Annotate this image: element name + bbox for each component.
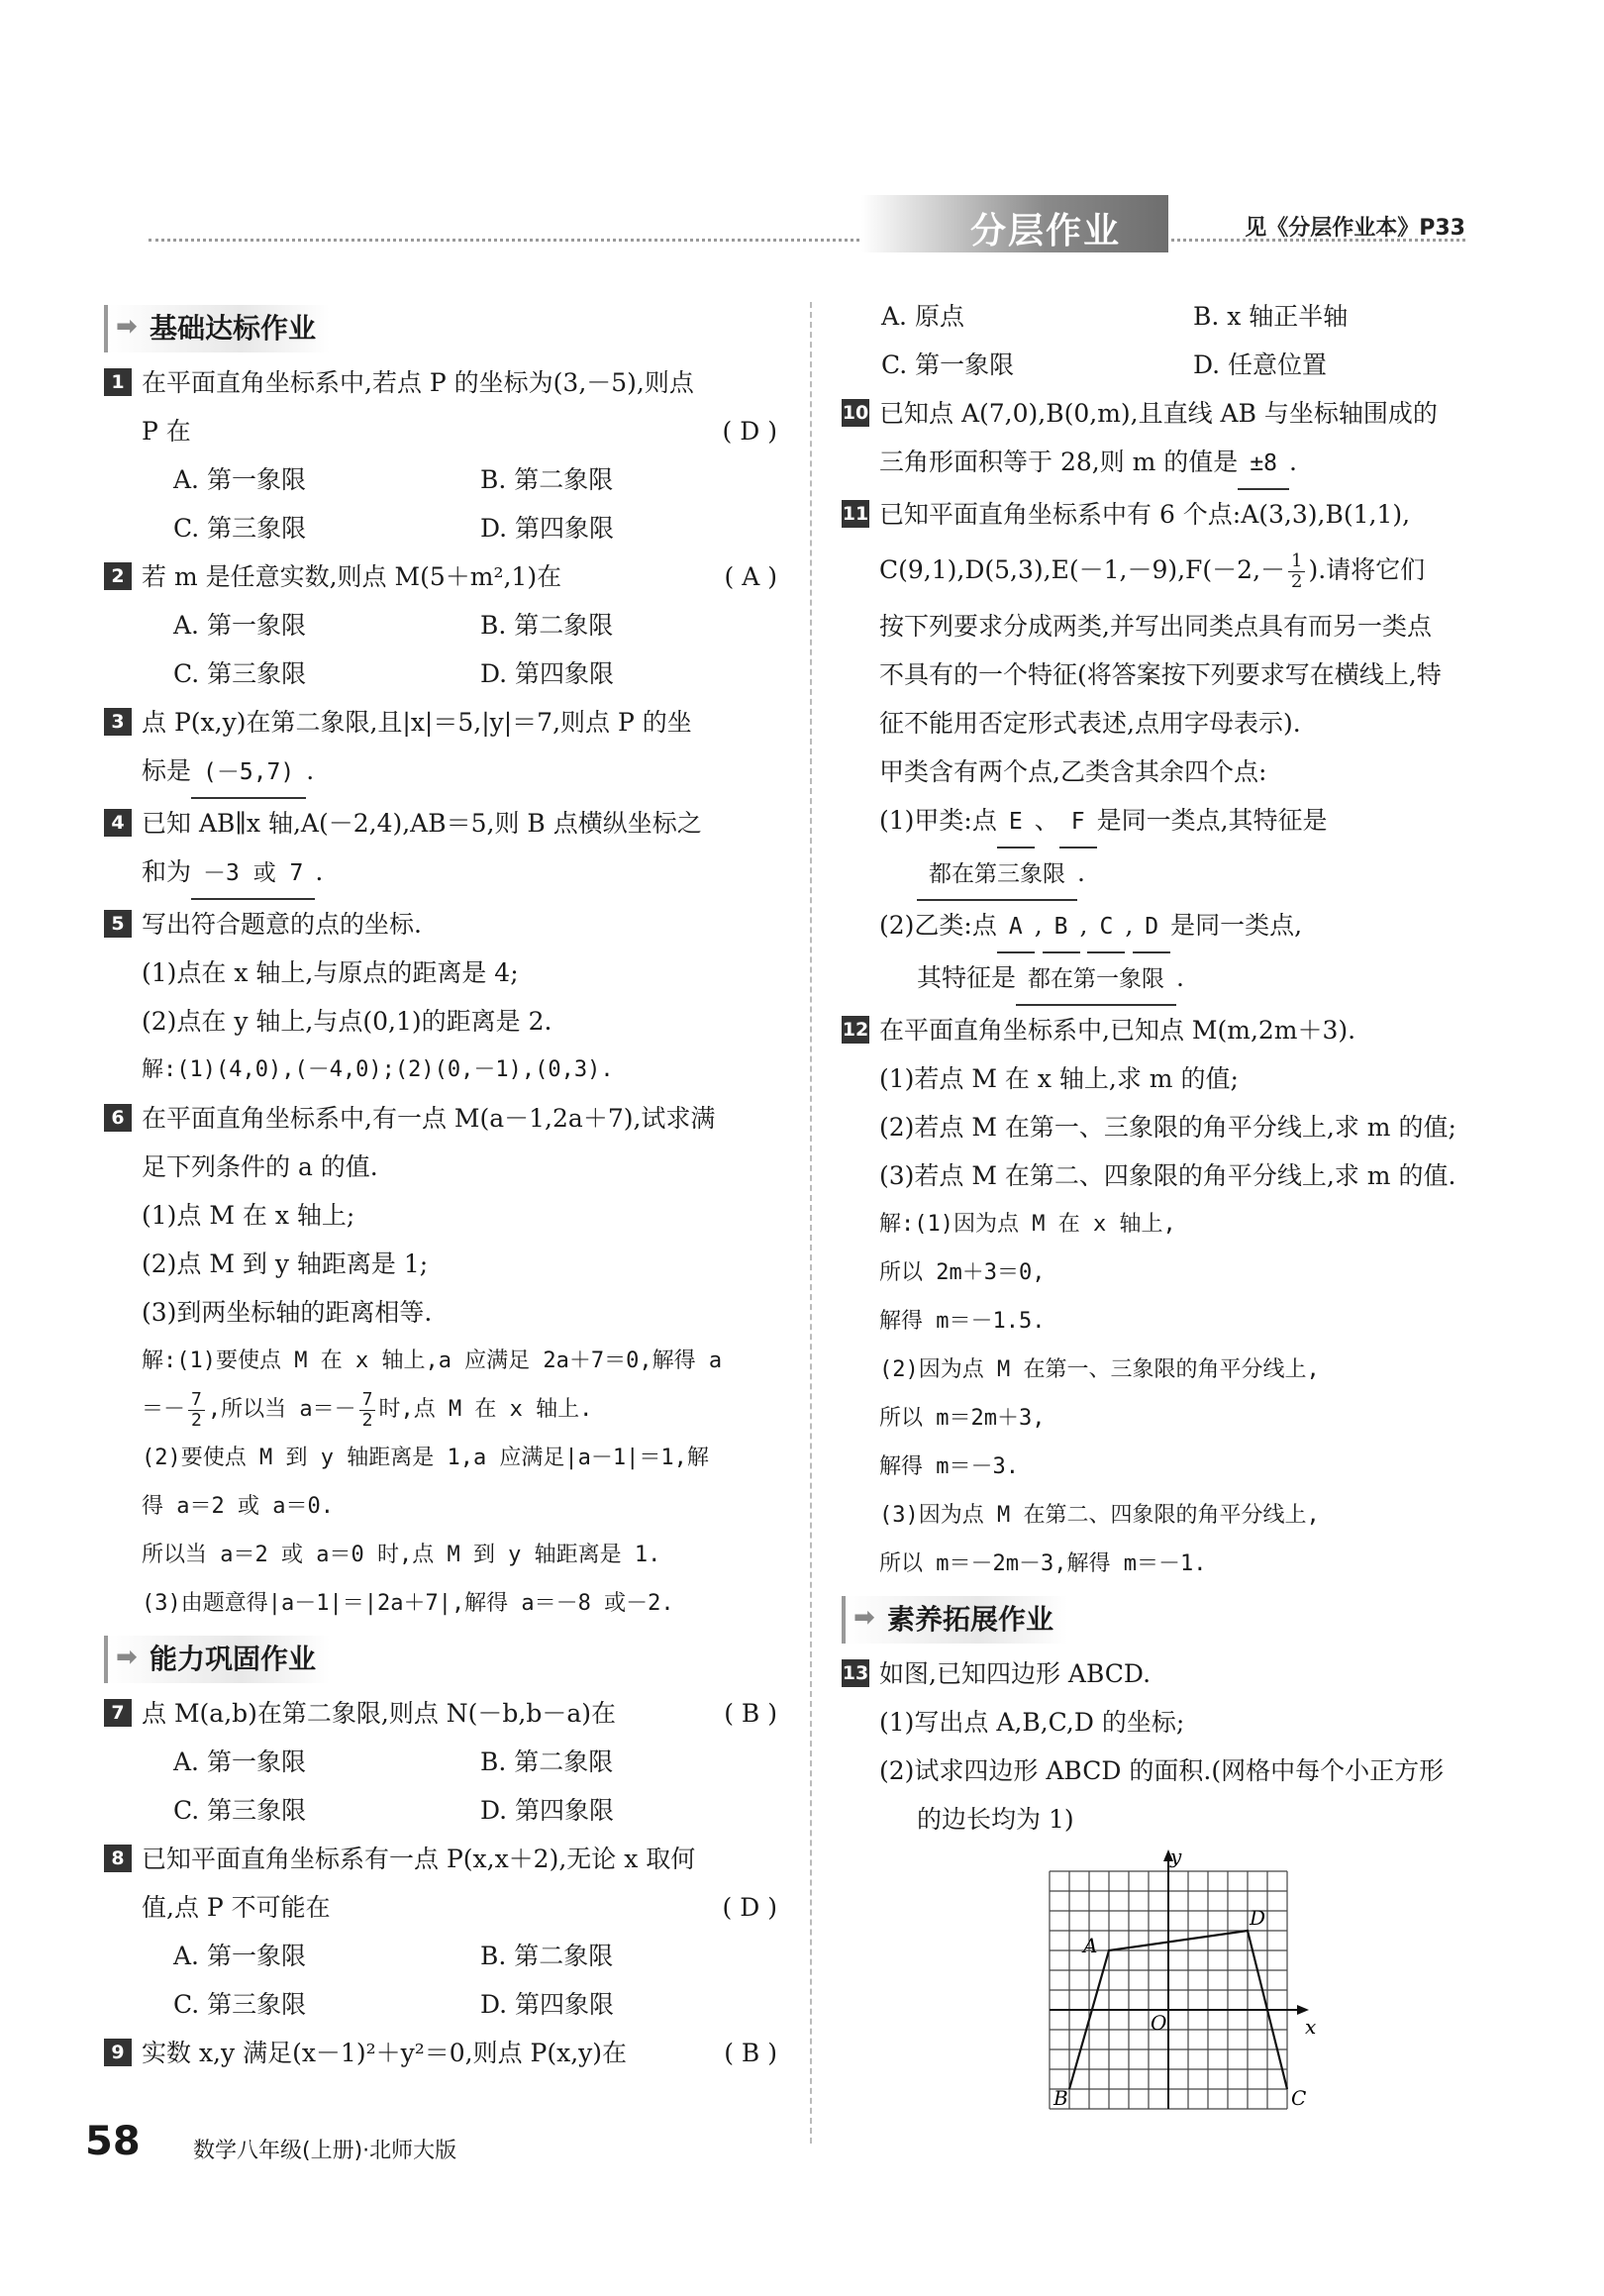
question-number: 3 xyxy=(104,708,132,736)
option: D. 第四象限 xyxy=(480,514,615,543)
origin-label: O xyxy=(1151,2011,1167,2035)
denominator: 2 xyxy=(1291,571,1303,592)
question-text: (3)到两坐标轴的距离相等. xyxy=(142,1298,433,1327)
answer-blank: E xyxy=(997,798,1035,849)
solution-text: 解得 m＝－3. xyxy=(879,1454,1019,1479)
answer: ( A ) xyxy=(724,562,777,591)
solution-text: 解:(1)因为点 M 在 x 轴上, xyxy=(879,1212,1176,1237)
answer: ( B ) xyxy=(724,1699,777,1728)
question-text: (1)点 M 在 x 轴上; xyxy=(142,1201,355,1230)
option: D. 第四象限 xyxy=(480,659,615,688)
question-text: (2)试求四边形 ABCD 的面积.(网格中每个小正方形 xyxy=(879,1756,1445,1785)
solution-text: (3)因为点 M 在第二、四象限的角平分线上, xyxy=(879,1503,1320,1528)
answer-blank: ±8 xyxy=(1238,440,1289,490)
question-text: 足下列条件的 a 的值. xyxy=(142,1152,378,1181)
answer: ( B ) xyxy=(724,2039,777,2067)
question-text: 点 M(a,b)在第二象限,则点 N(－b,b－a)在 xyxy=(142,1699,617,1728)
question-text: 若 m 是任意实数,则点 M(5＋m²,1)在 xyxy=(142,562,562,591)
axes xyxy=(1050,1855,1303,2109)
question-text: 值,点 P 不可能在 xyxy=(142,1893,331,1922)
question-9 xyxy=(104,2029,787,2077)
option: D. 任意位置 xyxy=(1193,350,1328,379)
question-number: 2 xyxy=(104,562,132,590)
section-extend xyxy=(842,1596,1067,1644)
question-text: (1)点在 x 轴上,与原点的距离是 4; xyxy=(142,958,519,987)
question-text-line xyxy=(879,539,1505,602)
option: B. 第二象限 xyxy=(480,465,614,494)
option: C. 第三象限 xyxy=(173,659,307,688)
option: A. 第一象限 xyxy=(173,1942,306,1970)
question-number: 9 xyxy=(104,2039,132,2066)
question-text: . xyxy=(306,756,315,785)
question-text: (1)写出点 A,B,C,D 的坐标; xyxy=(879,1708,1185,1737)
question-text: 在平面直角坐标系中,已知点 M(m,2m＋3). xyxy=(879,1016,1356,1045)
question-text: P 在 xyxy=(142,417,191,446)
option: A. 原点 xyxy=(881,302,964,331)
question-12 xyxy=(842,1006,1505,1588)
option: B. 第二象限 xyxy=(480,1747,614,1776)
question-2 xyxy=(104,552,787,601)
solution-text: 所以 2m＋3＝0, xyxy=(879,1260,1046,1285)
question-8 xyxy=(104,1835,787,1932)
options-q2 xyxy=(104,601,787,698)
question-text: 已知点 A(7,0),B(0,m),且直线 AB 与坐标轴围成的 xyxy=(879,399,1438,428)
question-text: 已知 AB∥x 轴,A(－2,4),AB＝5,则 B 点横纵坐标之 xyxy=(142,809,702,838)
question-text: 其特征是 xyxy=(917,963,1017,992)
part-2-line: (2)乙类:点 A , B , C , D 是同一类点, xyxy=(879,901,1505,953)
question-text-line xyxy=(142,1883,787,1932)
question-number: 1 xyxy=(104,368,132,396)
point-b-label: B xyxy=(1053,2086,1068,2110)
column-divider xyxy=(810,302,812,2144)
part-1-feature: 都在第三象限 . xyxy=(879,849,1505,901)
numerator: 1 xyxy=(1288,551,1305,572)
solution-text: 时,点 M 在 x 轴上. xyxy=(378,1397,593,1422)
arrow-icon: ➡ xyxy=(116,1643,138,1672)
question-number: 5 xyxy=(104,910,132,938)
options-q8 xyxy=(104,1932,787,2029)
question-4 xyxy=(104,799,787,900)
x-axis-label: x xyxy=(1305,2015,1317,2039)
options-q9 xyxy=(842,292,1505,389)
solution-text: 得 a＝2 或 a＝0. xyxy=(142,1494,334,1519)
question-text: (3)若点 M 在第二、四象限的角平分线上,求 m 的值. xyxy=(879,1161,1456,1190)
option: D. 第四象限 xyxy=(480,1796,615,1825)
answer-blank: C xyxy=(1087,903,1125,953)
option: C. 第一象限 xyxy=(881,350,1015,379)
question-text: 三角形面积等于 28,则 m 的值是 xyxy=(879,448,1239,476)
grid-svg xyxy=(1040,1842,1337,2129)
fraction xyxy=(1288,551,1305,592)
question-text-line xyxy=(142,407,787,455)
answer: ( D ) xyxy=(722,417,777,446)
question-text: 实数 x,y 满足(x－1)²＋y²＝0,则点 P(x,y)在 xyxy=(142,2039,628,2067)
option: B. 第二象限 xyxy=(480,611,614,640)
left-column xyxy=(104,297,787,2077)
solution-text: 所以 m＝2m＋3, xyxy=(879,1406,1046,1431)
question-text: 点 P(x,y)在第二象限,且|x|＝5,|y|＝7,则点 P 的坐 xyxy=(142,708,692,737)
options-q1 xyxy=(104,455,787,552)
point-d-label: D xyxy=(1250,1906,1266,1930)
solution-line xyxy=(142,1385,787,1434)
section-basic xyxy=(104,305,330,352)
answer-blank: F xyxy=(1059,798,1097,849)
question-text: (2)点 M 到 y 轴距离是 1; xyxy=(142,1249,429,1278)
question-text: C(9,1),D(5,3),E(－1,－9),F xyxy=(879,555,1203,584)
answer-blank: B xyxy=(1043,903,1080,953)
point-a-label: A xyxy=(1083,1934,1098,1957)
question-text: (1)若点 M 在 x 轴上,求 m 的值; xyxy=(879,1064,1239,1093)
question-text-line xyxy=(142,552,787,601)
question-text: 是同一类点, xyxy=(1170,911,1303,940)
question-text: 在平面直角坐标系中,若点 P 的坐标为(3,－5),则点 xyxy=(142,368,694,397)
question-text: 和为 xyxy=(142,857,192,886)
question-text: 按下列要求分成两类,并写出同类点具有而另一类点 xyxy=(879,612,1432,641)
question-7 xyxy=(104,1689,787,1738)
page-number: 58 xyxy=(85,2119,141,2164)
question-text: 写出符合题意的点的坐标. xyxy=(142,910,422,939)
question-6 xyxy=(104,1094,787,1628)
question-text: 已知平面直角坐标系有一点 P(x,x＋2),无论 x 取何 xyxy=(142,1845,696,1873)
question-text: 征不能用否定形式表述,点用字母表示). xyxy=(879,709,1301,738)
answer-blank: A xyxy=(997,903,1035,953)
solution-text: 解得 m＝－1.5. xyxy=(879,1309,1046,1334)
question-number: 8 xyxy=(104,1845,132,1872)
solution-text: 解:(1)要使点 M 在 x 轴上,a 应满足 2a＋7＝0,解得 a xyxy=(142,1348,723,1373)
section-ability xyxy=(104,1636,330,1683)
arrow-icon: ➡ xyxy=(116,312,138,342)
option: A. 第一象限 xyxy=(173,465,306,494)
question-text: (1)甲类:点 xyxy=(879,806,997,835)
question-text-line xyxy=(142,2029,787,2077)
answer: ( D ) xyxy=(722,1893,777,1922)
numerator: 7 xyxy=(188,1390,205,1411)
question-text: (2)点在 y 轴上,与点(0,1)的距离是 2. xyxy=(142,1007,552,1036)
answer-blank: 都在第三象限 xyxy=(917,850,1077,901)
footer-book-title: 数学八年级(上册)·北师大版 xyxy=(193,2139,457,2163)
denominator: 2 xyxy=(191,1409,202,1431)
coordinate-grid-figure xyxy=(1040,1842,1337,2129)
page-header xyxy=(149,183,1465,262)
section-title: 素养拓展作业 xyxy=(887,1603,1054,1636)
question-text: 如图,已知四边形 ABCD. xyxy=(879,1659,1152,1688)
part-2-feature: 其特征是 都在第一象限 . xyxy=(879,953,1505,1006)
option: B. 第二象限 xyxy=(480,1942,614,1970)
answer-blank: D xyxy=(1133,903,1170,953)
banner-title: 分层作业 xyxy=(970,211,1122,251)
answer-blank: 都在第一象限 xyxy=(1016,955,1176,1006)
option: C. 第三象限 xyxy=(173,1990,307,2019)
question-text-line xyxy=(142,848,787,900)
answer-blank: －3 或 7 xyxy=(191,849,315,900)
x-axis-arrow-icon xyxy=(1297,2005,1309,2015)
question-text-line xyxy=(879,438,1505,490)
section-title: 能力巩固作业 xyxy=(150,1643,317,1675)
question-text: 是同一类点,其特征是 xyxy=(1096,806,1328,835)
solution-text: (2)因为点 M 在第一、三象限的角平分线上, xyxy=(879,1357,1320,1382)
question-text: . xyxy=(315,857,324,886)
question-text: (2)若点 M 在第一、三象限的角平分线上,求 m 的值; xyxy=(879,1113,1456,1142)
option: C. 第三象限 xyxy=(173,514,307,543)
point-c-label: C xyxy=(1291,2086,1307,2110)
question-number: 12 xyxy=(842,1016,869,1044)
question-text: (2)乙类:点 xyxy=(879,911,997,940)
solution-text: (3)由题意得|a－1|＝|2a＋7|,解得 a＝－8 或－2. xyxy=(142,1591,674,1616)
question-text: 在平面直角坐标系中,有一点 M(a－1,2a＋7),试求满 xyxy=(142,1104,716,1133)
question-number: 6 xyxy=(104,1104,132,1132)
solution-text: ,所以当 a＝－ xyxy=(207,1397,356,1422)
question-3 xyxy=(104,698,787,799)
question-number: 4 xyxy=(104,809,132,837)
question-13 xyxy=(842,1649,1505,1844)
solution-text: 所以当 a＝2 或 a＝0 时,点 M 到 y 轴距离是 1. xyxy=(142,1543,661,1567)
question-number: 11 xyxy=(842,500,869,528)
question-text: 标是 xyxy=(142,756,192,785)
option: C. 第三象限 xyxy=(173,1796,307,1825)
question-text: ).请将它们 xyxy=(1308,555,1426,584)
option: A. 第一象限 xyxy=(173,1747,306,1776)
question-text-line xyxy=(142,1689,787,1738)
section-title: 基础达标作业 xyxy=(150,312,317,345)
option: B. x 轴正半轴 xyxy=(1193,302,1349,331)
question-text-line xyxy=(142,747,787,799)
option: A. 第一象限 xyxy=(173,611,306,640)
solution-text: 所以 m＝－2m－3,解得 m＝－1. xyxy=(879,1551,1207,1576)
question-11 xyxy=(842,490,1505,1006)
solution-text: ＝－ xyxy=(142,1397,186,1422)
question-text: . xyxy=(1289,448,1297,476)
part-1-line xyxy=(879,796,1505,849)
solution-text: 解:(1)(4,0),(－4,0);(2)(0,－1),(0,3). xyxy=(142,1057,614,1082)
question-5 xyxy=(104,900,787,1094)
question-text: 、 xyxy=(1034,806,1059,835)
question-number: 13 xyxy=(842,1659,869,1687)
question-number: 7 xyxy=(104,1699,132,1727)
numerator: 7 xyxy=(359,1390,376,1411)
option: D. 第四象限 xyxy=(480,1990,615,2019)
header-banner xyxy=(861,195,1168,252)
header-reference: 见《分层作业本》P33 xyxy=(1245,216,1465,241)
question-10 xyxy=(842,389,1505,490)
options-q7 xyxy=(104,1738,787,1835)
arrow-icon: ➡ xyxy=(853,1603,875,1633)
solution-text: (2)要使点 M 到 y 轴距离是 1,a 应满足|a－1|＝1,解 xyxy=(142,1446,709,1470)
fraction xyxy=(359,1390,376,1431)
right-column xyxy=(842,292,1505,1844)
question-1 xyxy=(104,358,787,455)
question-text: 甲类含有两个点,乙类含其余四个点: xyxy=(879,757,1267,786)
question-text: 的边长均为 1) xyxy=(917,1805,1074,1834)
question-text: (－2,－ xyxy=(1202,555,1286,584)
denominator: 2 xyxy=(361,1409,373,1431)
y-axis-label: y xyxy=(1170,1845,1182,1868)
question-text: 不具有的一个特征(将答案按下列要求写在横线上,特 xyxy=(879,660,1442,689)
fraction xyxy=(188,1390,205,1431)
answer-blank: (－5,7) xyxy=(191,749,306,799)
question-text: 已知平面直角坐标系中有 6 个点:A(3,3),B(1,1), xyxy=(879,500,1411,529)
question-number: 10 xyxy=(842,399,869,427)
